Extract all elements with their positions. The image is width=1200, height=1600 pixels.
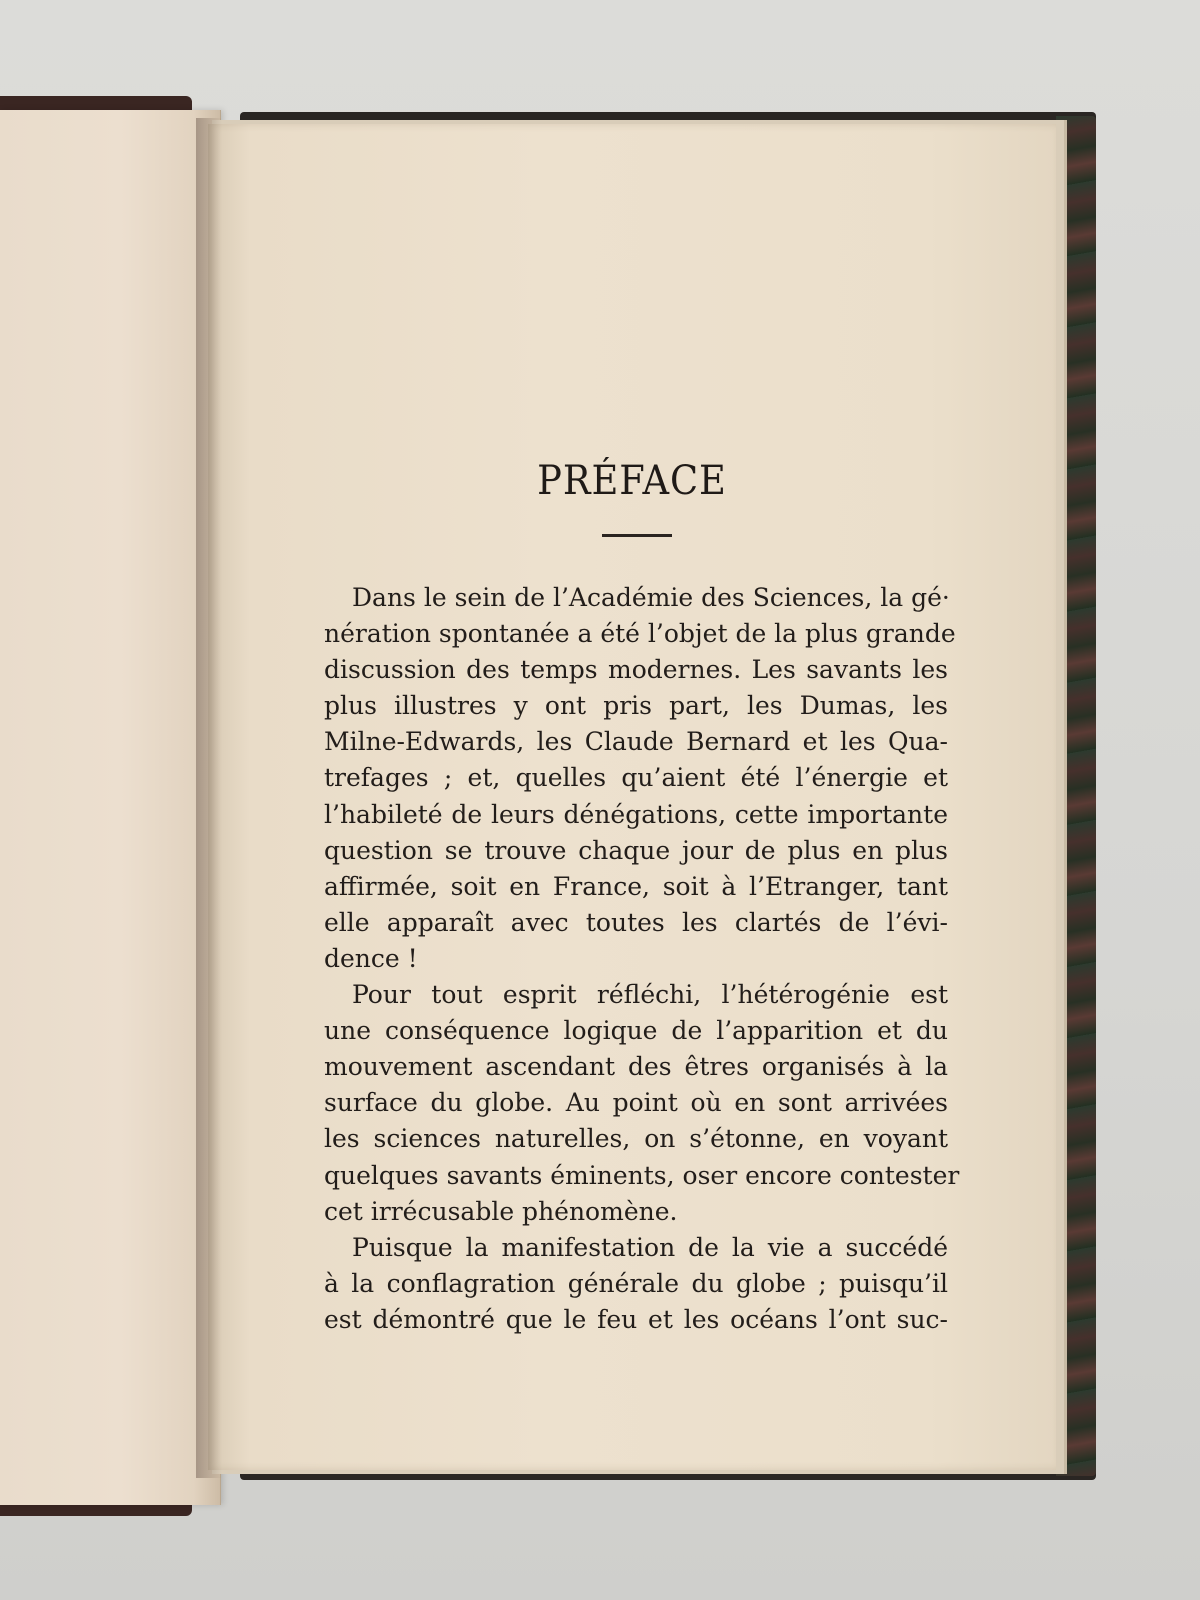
text-line: les sciences naturelles, on s’étonne, en voyant — [324, 1124, 948, 1154]
heading-rule — [602, 534, 672, 537]
text-line: surface du globe. Au point où en sont arrivées — [324, 1088, 948, 1118]
text-line: à la conflagration générale du globe ; puisqu’il — [324, 1268, 948, 1298]
left-page — [0, 110, 221, 1505]
text-line: quelques savants éminents, oser encore contester — [324, 1160, 960, 1190]
text-line: Puisque la manifestation de la vie a succédé — [352, 1232, 948, 1262]
text-line: nération spontanée a été l’objet de la plus grande — [324, 619, 956, 649]
text-line: elle apparaît avec toutes les clartés de l’évi- — [324, 907, 948, 937]
text-line: trefages ; et, quelles qu’aient été l’énergie et — [324, 763, 948, 793]
body-text — [324, 580, 960, 1338]
page-heading: PRÉFACE — [537, 458, 727, 504]
gutter-shadow — [196, 118, 222, 1478]
text-line: plus illustres y ont pris part, les Dumas, les — [324, 691, 948, 721]
text-line: affirmée, soit en France, soit à l’Etranger, tant — [324, 871, 948, 901]
text-line: question se trouve chaque jour de plus en plus — [324, 835, 948, 865]
text-line: est démontré que le feu et les océans l’ont suc- — [324, 1304, 948, 1334]
text-line: dence ! — [324, 943, 418, 973]
text-line: Milne-Edwards, les Claude Bernard et les Qua- — [324, 727, 948, 757]
text-line: mouvement ascendant des êtres organisés à la — [324, 1052, 948, 1082]
text-line: une conséquence logique de l’apparition et du — [324, 1016, 948, 1046]
text-line: l’habileté de leurs dénégations, cette importante — [324, 799, 948, 829]
text-line: cet irrécusable phénomène. — [324, 1196, 678, 1226]
text-line: Pour tout esprit réfléchi, l’hétérogénie est — [352, 980, 948, 1010]
text-line: Dans le sein de l’Académie des Sciences, la gé· — [352, 583, 950, 612]
text-line: discussion des temps modernes. Les savants les — [324, 655, 948, 685]
